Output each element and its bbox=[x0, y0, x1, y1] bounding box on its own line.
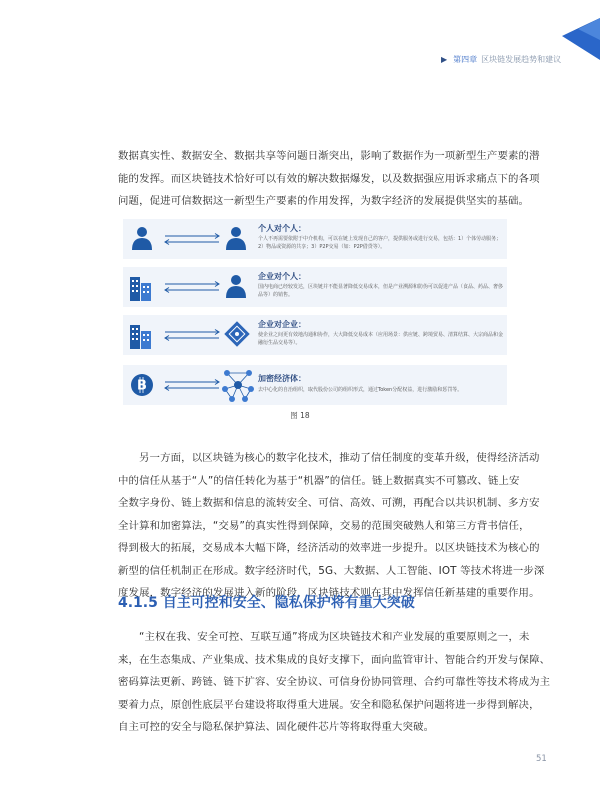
svg-text:B: B bbox=[137, 378, 147, 394]
page-number: 51 bbox=[536, 754, 547, 764]
paragraph-line: 另一方面，以区块链为核心的数字化技术，推动了信任制度的变革升级，使得经济活动 bbox=[139, 452, 540, 464]
figure-row-crypto bbox=[123, 365, 507, 405]
blockchain-cube-icon bbox=[223, 320, 251, 350]
paragraph-line: 数据真实性、数据安全、数据共享等问题日渐突出，影响了数据作为一项新型生产要素的潜 bbox=[118, 150, 540, 162]
row-title: 个人对个人： bbox=[258, 224, 306, 233]
corner-decoration bbox=[540, 0, 600, 62]
paragraph-line: 自主可控的安全与隐私保护算法、固化硬件芯片等将取得重大突破。 bbox=[118, 721, 435, 733]
exchange-arrows-icon bbox=[163, 329, 221, 341]
row-description: 去中心化的自治组织，取代股份公司的组织形式，通过Token分配权益，进行激励和惩罚等。 bbox=[258, 387, 463, 393]
header-triangle-icon: ▶ bbox=[441, 55, 448, 64]
row-title: 加密经济体： bbox=[258, 374, 306, 383]
exchange-arrows-icon bbox=[163, 281, 221, 293]
person-icon bbox=[225, 274, 247, 298]
figure-row-b2b bbox=[123, 315, 507, 355]
exchange-arrows-icon bbox=[163, 233, 221, 245]
buildings-icon bbox=[129, 321, 153, 349]
paragraph-line: “主权在我、安全可控、互联互通”将成为区块链技术和产业发展的重要原则之一，未 bbox=[139, 631, 530, 643]
paragraph-line: 度发展，数字经济的发展进入新的阶段，区块链技术则在其中发挥信任新基建的重要作用。 bbox=[118, 587, 540, 599]
running-header bbox=[441, 54, 561, 65]
paragraph-line: 全数字身份、链上数据和信息的流转安全、可信、高效、可溯，再配合以共识机制、多方安 bbox=[118, 497, 540, 509]
paragraph-line: 新型的信任机制正在形成。数字经济时代，5G、大数据、人工智能、IOT 等技术将进一步深 bbox=[118, 564, 545, 577]
paragraph-line: 要着力点，原创性底层平台建设将取得重大进展。安全和隐私保护问题将进一步得到解决， bbox=[118, 698, 540, 711]
row-title: 企业对个人： bbox=[258, 272, 306, 281]
paragraph-line: 来，在生态集成、产业集成、技术集成的良好支撑下，面向监管审计、智能合约开发与保障、 bbox=[118, 653, 551, 666]
person-icon bbox=[131, 226, 153, 250]
figure-18 bbox=[123, 219, 507, 406]
figure-row-b2c bbox=[123, 267, 507, 307]
paragraph-line: 中的信任从基于“人”的信任转化为基于“机器”的信任。链上数据真实不可篡改、链上安 bbox=[118, 474, 520, 487]
person-icon bbox=[225, 226, 247, 250]
figure-caption: 图 18 bbox=[290, 411, 310, 420]
paragraph-line: 能的发挥。而区块链技术恰好可以有效的解决数据爆发，以及数据强应用诉求痛点下的各项 bbox=[118, 172, 540, 185]
paragraph-1 bbox=[118, 145, 540, 213]
header-chapter: 第四章 bbox=[453, 55, 478, 64]
network-icon bbox=[221, 367, 255, 403]
paragraph-line: 得到极大的拓展，交易成本大幅下降，经济活动的效率进一步提升。以区块链技术为核心的 bbox=[118, 542, 540, 554]
row-title: 企业对企业： bbox=[258, 320, 306, 329]
paragraph-line: 全计算和加密算法，“交易”的真实性得到保障，交易的范围突破熟人和第三方背书信任， bbox=[118, 519, 530, 532]
header-title: 区块链发展趋势和建议 bbox=[481, 55, 562, 64]
paragraph-2 bbox=[118, 447, 545, 605]
row-description: 使企业之间更有效地沟通和协作，大大降低交易成本（应用场景：供应链、跨境贸易、清算结算、大宗商品和金融衍生品交易等）。 bbox=[258, 332, 504, 346]
row-description: 个人不再需要依附于中介机构，可以在链上发现自己的客户，提供服务或进行交易，包括：1）个体劳动服务；2）物品或资源的共享；3）P2P交易（如：P2P借贷等）。 bbox=[258, 236, 502, 250]
paragraph-line: 密码算法更新、跨链、链下扩容、安全协议、可信身份协同管理、合约可靠性等技术将成为主 bbox=[118, 676, 551, 688]
bitcoin-icon bbox=[130, 373, 154, 397]
paragraph-line: 问题，促进可信数据这一新型生产要素的作用发挥，为数字经济的发展提供坚实的基础。 bbox=[118, 195, 530, 207]
figure-row-p2p bbox=[123, 219, 507, 259]
section-heading: 4.1.5 自主可控和安全、隐私保护将有重大突破 bbox=[118, 595, 415, 611]
paragraph-3 bbox=[118, 626, 551, 739]
row-description: 国内电商已经较发达，区块链并不能显著降低交易成本，但是产业溯源和防伪可以促进产品（食品、药品、奢侈品等）的销售。 bbox=[258, 284, 504, 298]
buildings-icon bbox=[129, 273, 153, 301]
exchange-arrows-icon bbox=[163, 379, 221, 391]
